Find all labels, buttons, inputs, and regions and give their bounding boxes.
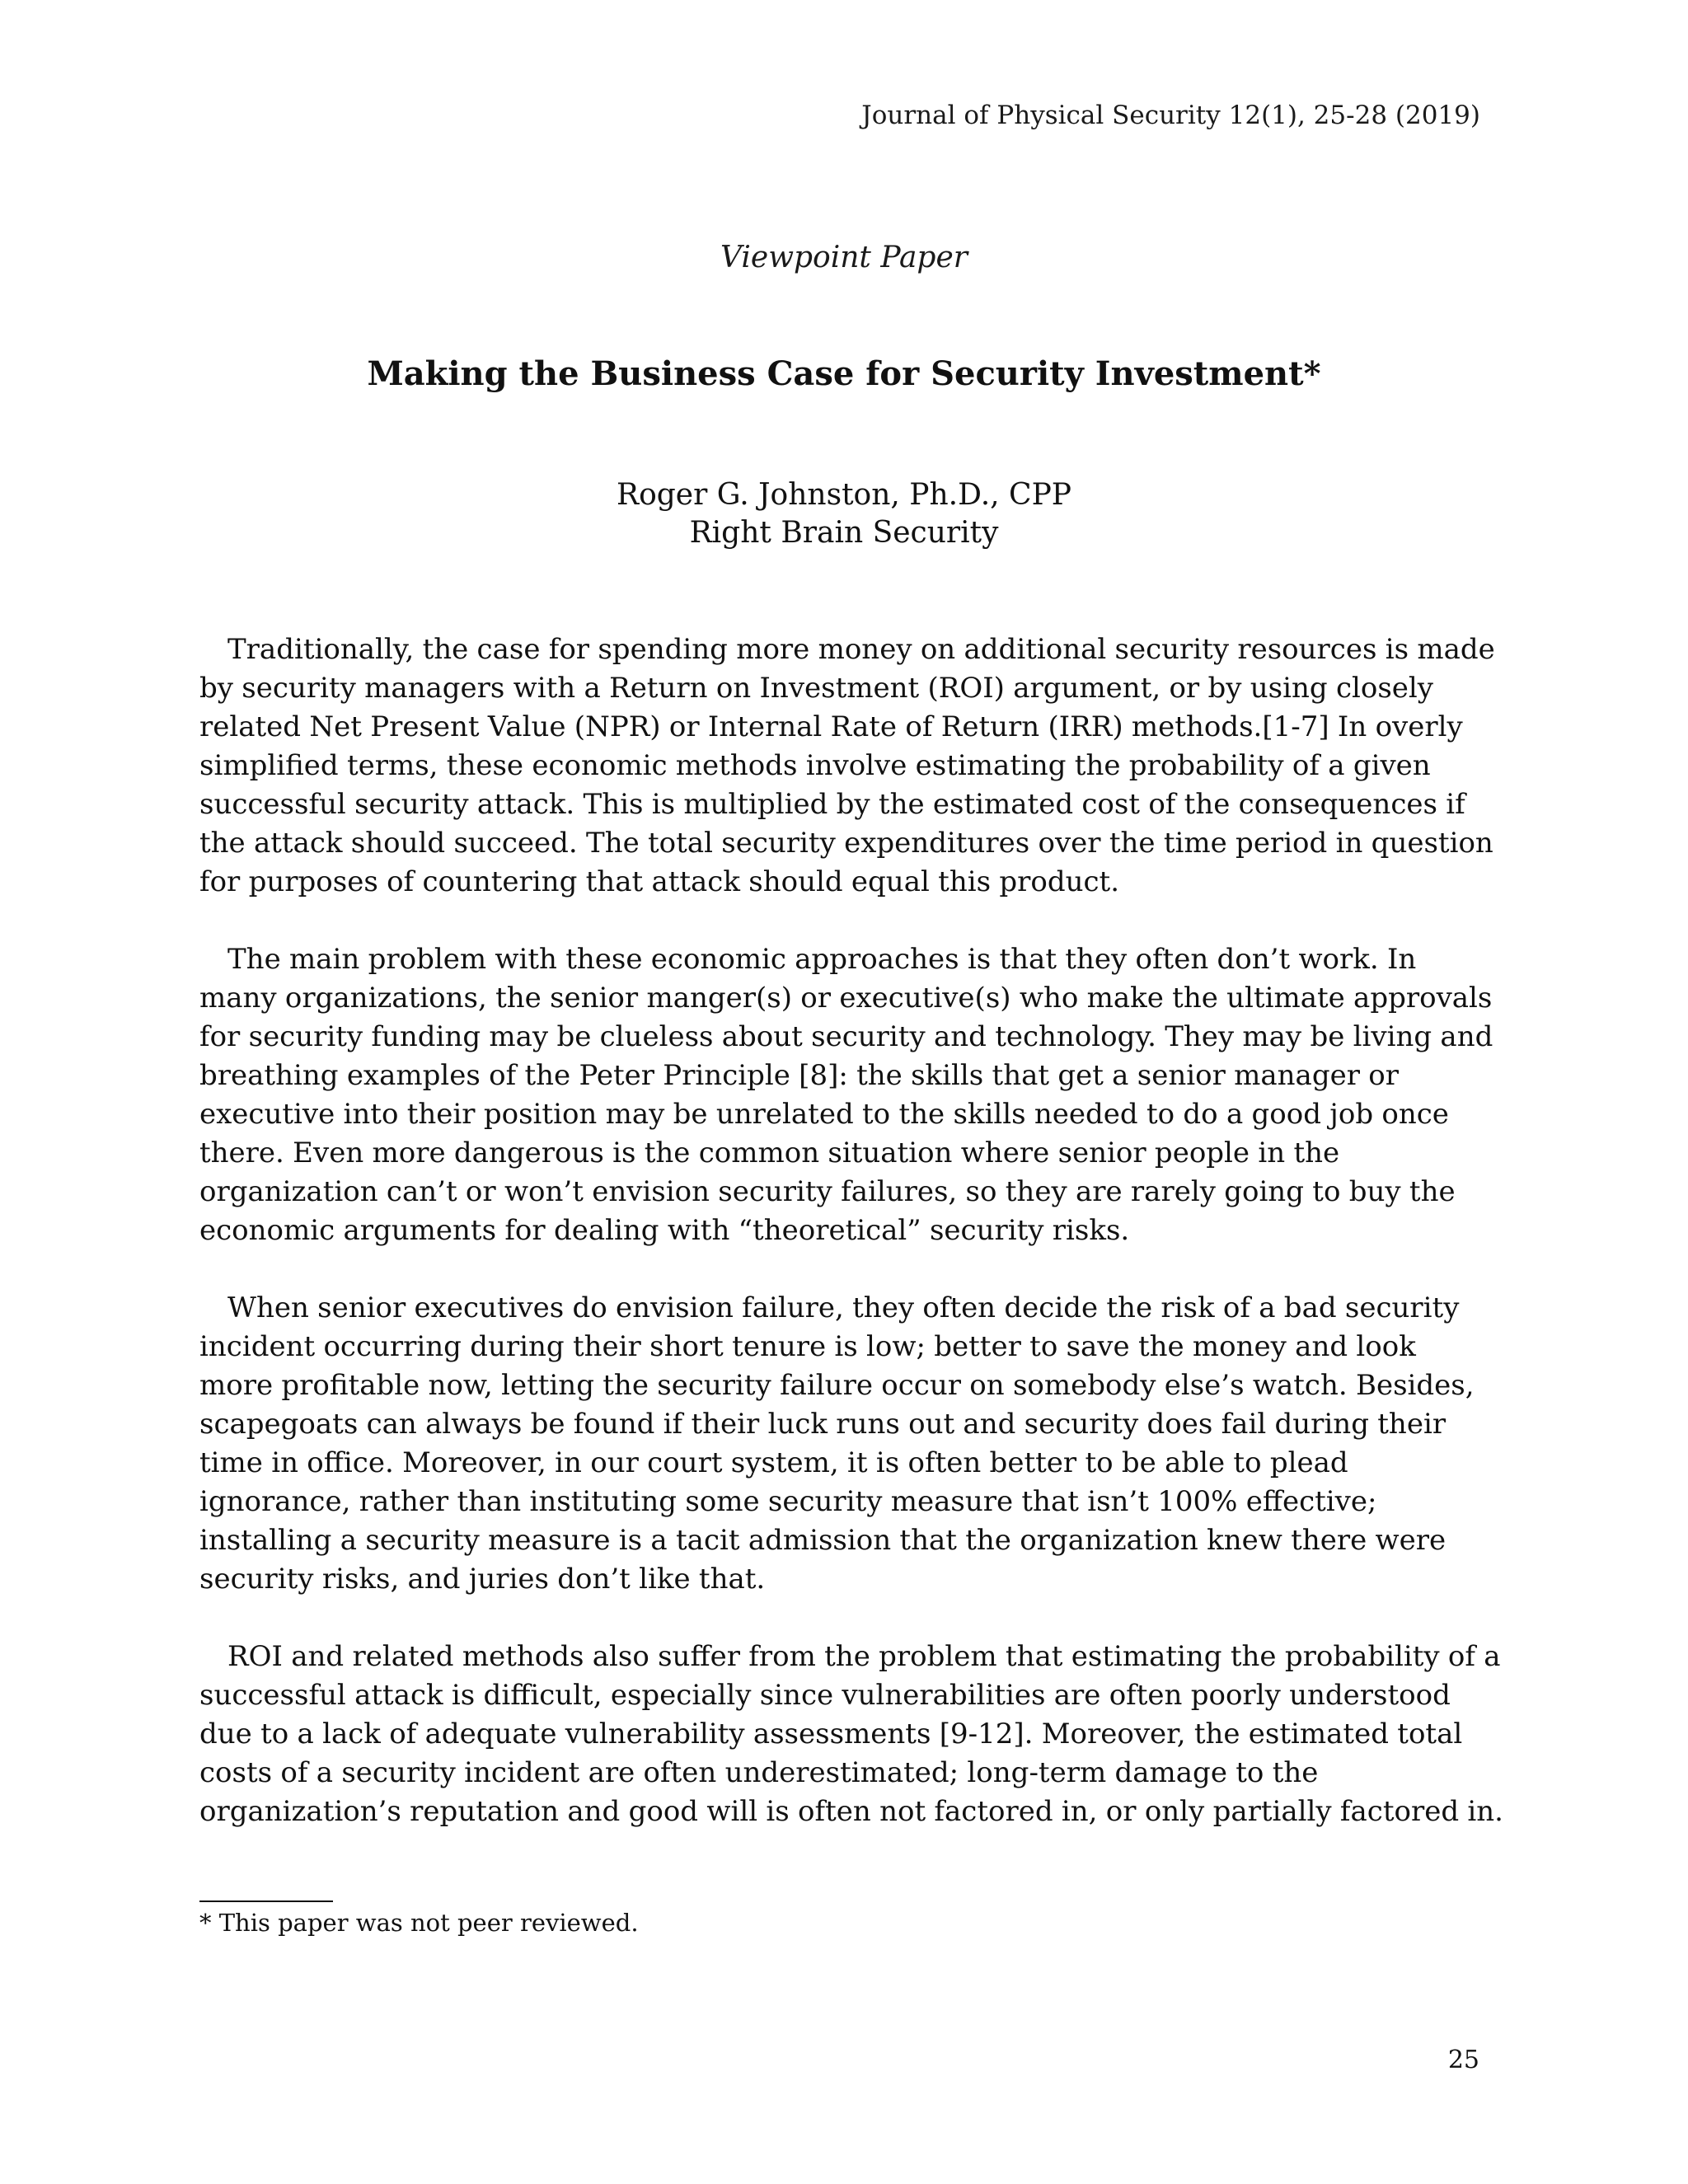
text-line: there. Even more dangerous is the common situation where senior people in the xyxy=(199,1137,1340,1169)
text-line: more profitable now, letting the security failure occur on somebody else’s watch. Besides, xyxy=(199,1369,1475,1402)
text-line: due to a lack of adequate vulnerability assessments [9-12]. Moreover, the estimated total xyxy=(199,1718,1463,1750)
author-affiliation: Right Brain Security xyxy=(689,516,999,550)
footnote-divider xyxy=(199,1900,333,1902)
text-line: by security managers with a Return on Investment (ROI) argument, or by using closely xyxy=(199,672,1434,705)
text-line: breathing examples of the Peter Principle [8]: the skills that get a senior manager or xyxy=(199,1059,1399,1092)
paragraph-4 xyxy=(199,1638,1503,1831)
text-line: Traditionally, the case for spending more money on additional security resources is made xyxy=(227,633,1495,666)
author-name: Roger G. Johnston, Ph.D., CPP xyxy=(616,478,1072,512)
text-line: successful security attack. This is multiplied by the estimated cost of the consequences if xyxy=(199,788,1465,821)
journal-citation-header: Journal of Physical Security 12(1), 25-28 (2019) xyxy=(861,101,1480,130)
text-line: the attack should succeed. The total security expenditures over the time period in question xyxy=(199,827,1493,860)
text-line: for security funding may be clueless about security and technology. They may be living and xyxy=(199,1020,1493,1053)
page-number: 25 xyxy=(1447,2046,1479,2074)
text-line: successful attack is difficult, especially since vulnerabilities are often poorly understood xyxy=(199,1679,1451,1712)
body-text xyxy=(199,630,1503,1870)
text-line: ROI and related methods also suffer from the problem that estimating the probability of a xyxy=(227,1640,1501,1673)
text-line: many organizations, the senior manger(s) or executive(s) who make the ultimate approvals xyxy=(199,982,1493,1015)
text-line: incident occurring during their short tenure is low; better to save the money and look xyxy=(199,1330,1416,1363)
text-line: costs of a security incident are often underestimated; long-term damage to the xyxy=(199,1756,1319,1789)
text-line: related Net Present Value (NPR) or Internal Rate of Return (IRR) methods.[1-7] In overly xyxy=(199,710,1463,743)
text-line: executive into their position may be unrelated to the skills needed to do a good job once xyxy=(199,1098,1449,1131)
text-line: scapegoats can always be found if their luck runs out and security does fail during their xyxy=(199,1408,1447,1441)
paragraph-2 xyxy=(199,940,1493,1250)
footnote: * This paper was not peer reviewed. xyxy=(199,1909,639,1937)
text-line: organization’s reputation and good will is often not factored in, or only partially factored in. xyxy=(199,1795,1503,1828)
paragraph-1 xyxy=(199,630,1493,902)
text-line: ignorance, rather than instituting some security measure that isn’t 100% effective; xyxy=(199,1485,1377,1518)
text-line: organization can’t or won’t envision security failures, so they are rarely going to buy the xyxy=(199,1175,1456,1208)
text-line: The main problem with these economic approaches is that they often don’t work. In xyxy=(227,943,1417,976)
text-line: time in office. Moreover, in our court system, it is often better to be able to plead xyxy=(199,1446,1348,1479)
text-line: simplified terms, these economic methods involve estimating the probability of a given xyxy=(199,749,1431,782)
text-line: security risks, and juries don’t like that. xyxy=(199,1563,766,1596)
text-line: When senior executives do envision failure, they often decide the risk of a bad security xyxy=(227,1291,1460,1324)
paragraph-3 xyxy=(199,1289,1493,1599)
text-line: for purposes of countering that attack should equal this product. xyxy=(199,865,1120,898)
author-block xyxy=(0,476,1688,552)
section-label: Viewpoint Paper xyxy=(720,241,968,274)
text-line: economic arguments for dealing with “theoretical” security risks. xyxy=(199,1214,1130,1247)
text-line: installing a security measure is a tacit admission that the organization knew there were xyxy=(199,1524,1447,1557)
paper-title: Making the Business Case for Security Investment* xyxy=(367,354,1321,393)
